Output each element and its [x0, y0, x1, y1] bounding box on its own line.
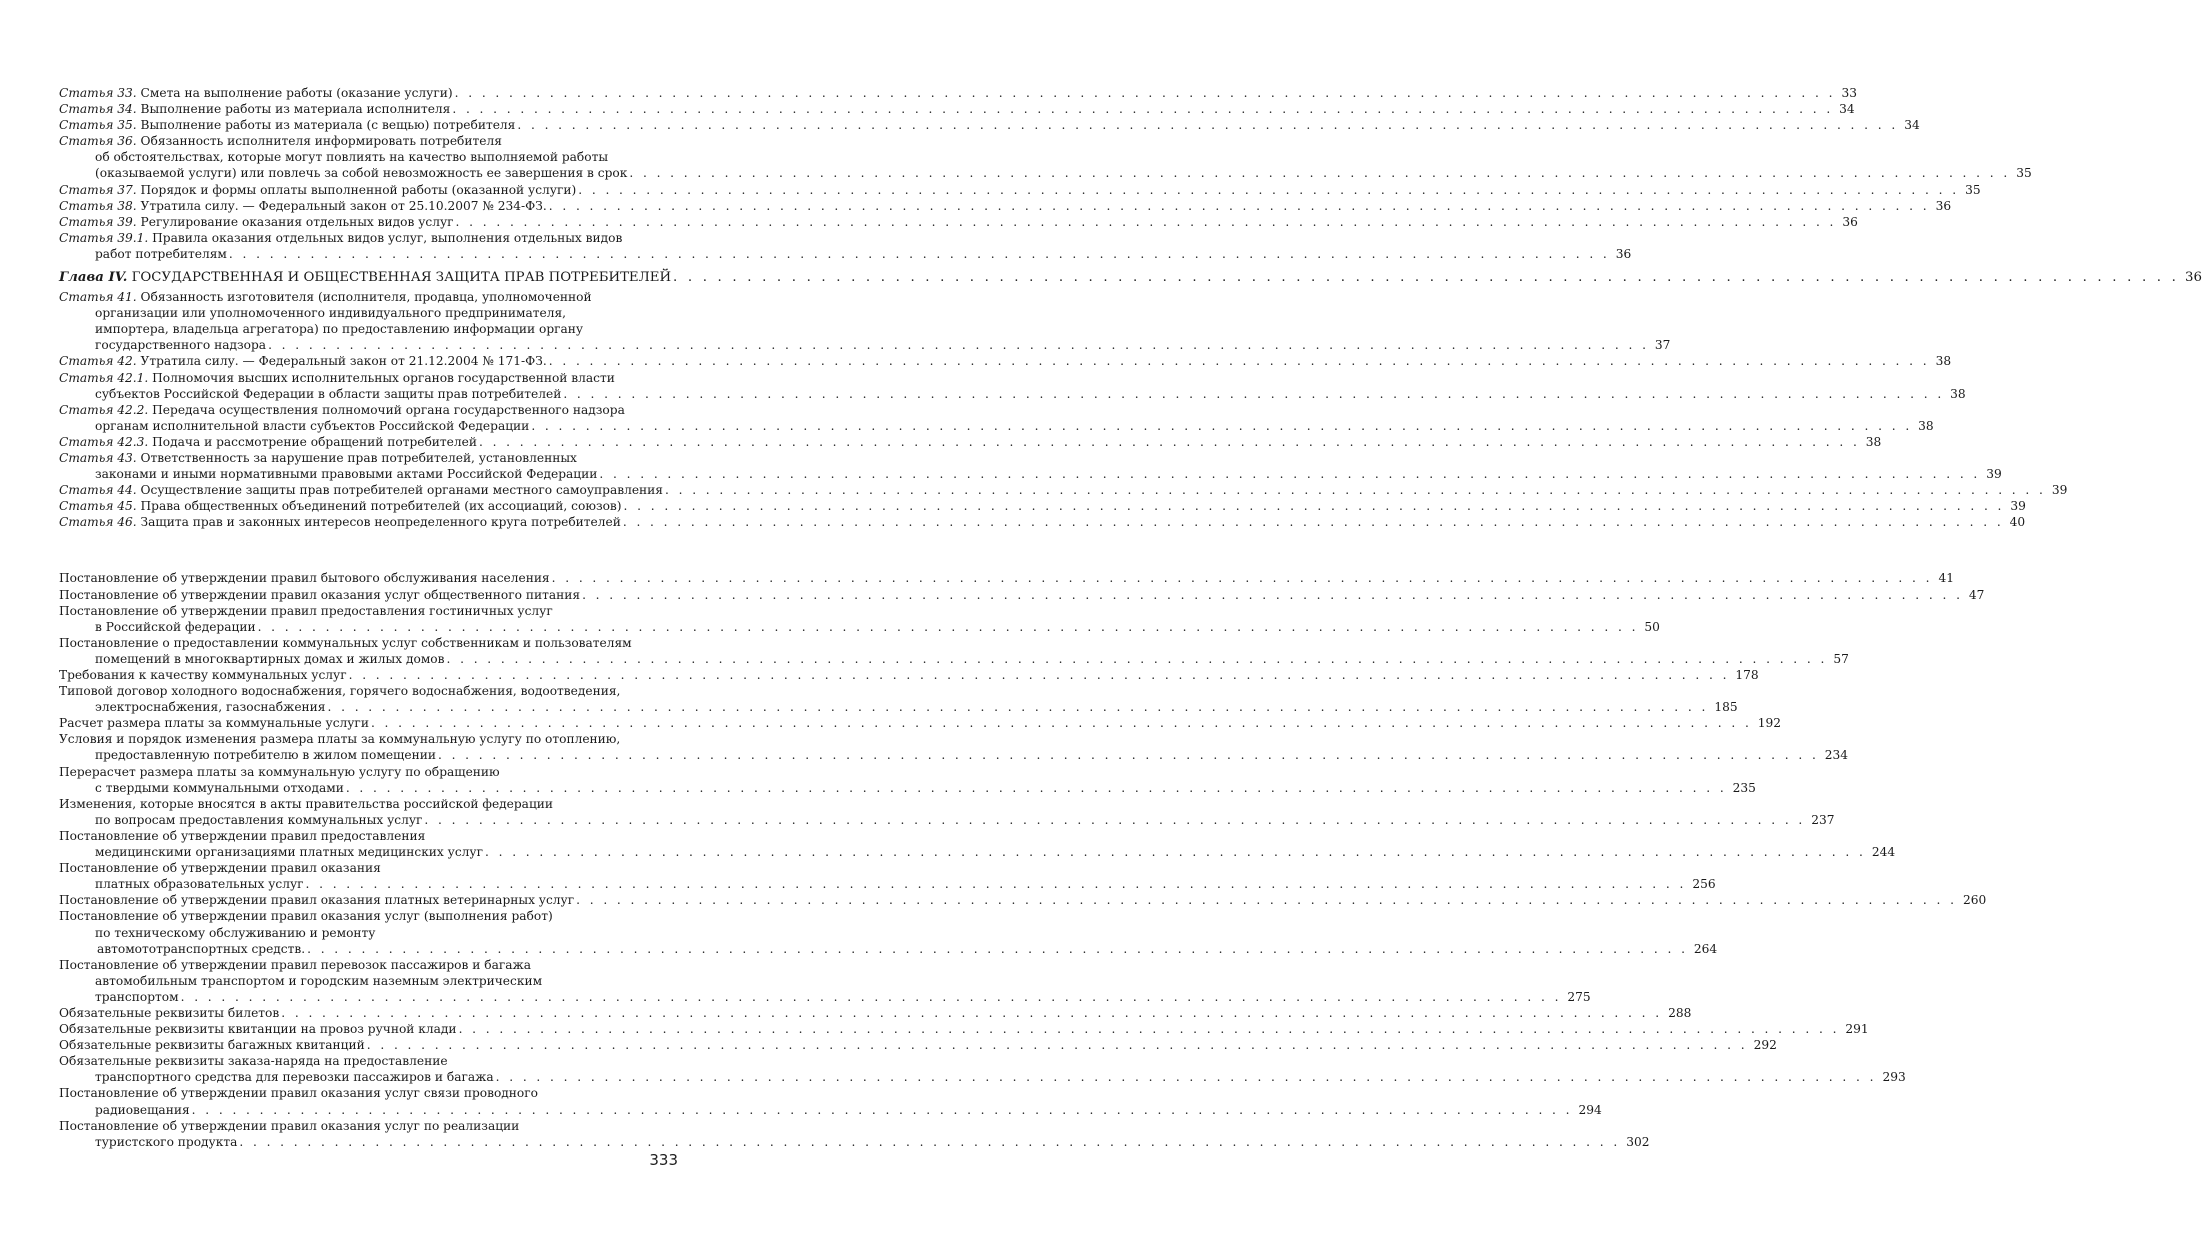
toc-entry-title: Перерасчет размера платы за коммунальную услугу по обращению: [59, 764, 500, 779]
toc-entry-title: Постановление об утверждении правил оказания: [59, 861, 381, 876]
toc-entry-title: помещений в многоквартирных домах и жилых домов: [95, 651, 445, 666]
toc-entry-title: Условия и порядок изменения размера платы за коммунальную услугу по отоплению,: [59, 732, 621, 747]
dot-leader: [371, 715, 1752, 731]
toc-entry-label: Статья 37.: [59, 182, 137, 197]
toc-entry-title: Изменения, которые вносятся в акты правительства российской федерации: [59, 796, 554, 811]
toc-entry-label: Статья 34.: [59, 102, 137, 117]
toc-entry[interactable]: [59, 117, 1920, 133]
toc-entry[interactable]: [59, 498, 2026, 514]
toc-entry-title: организации или уполномоченного индивидуального предпринимателя,: [95, 306, 567, 321]
toc-chapter-4[interactable]: [59, 267, 2202, 289]
toc-entry-title: с твердыми коммунальными отходами: [95, 780, 344, 795]
dot-leader: [438, 747, 1819, 763]
dot-leader: [306, 876, 1687, 892]
toc-entry-label: Статья 42.2.: [59, 402, 149, 417]
toc-entry[interactable]: [59, 828, 1896, 860]
toc-entry-page: 192: [1757, 716, 1782, 731]
dot-leader: [599, 466, 1980, 482]
toc-entry-title: государственного надзора: [95, 338, 267, 353]
toc-entry-page: 33: [1841, 86, 1857, 100]
toc-entry-page: 38: [1950, 386, 1966, 401]
toc-entry-label: Статья 36.: [59, 134, 137, 149]
dot-leader: [239, 1134, 1620, 1150]
toc-entry[interactable]: [59, 133, 2032, 181]
toc-entry-page: 38: [1918, 418, 1934, 433]
toc-entry-title: Обязанность исполнителя информировать потребителя: [140, 134, 502, 149]
dot-leader: [447, 651, 1828, 667]
toc-entry-label: Статья 38.: [59, 198, 137, 213]
toc-entry[interactable]: [59, 667, 1759, 683]
toc-entry-label: Статья 35.: [59, 118, 137, 133]
toc-entry-page: 34: [1839, 102, 1855, 117]
dot-leader: [459, 1021, 1840, 1037]
dot-leader: [549, 198, 1930, 214]
toc-entry[interactable]: [59, 635, 1849, 667]
toc-entry[interactable]: [59, 683, 1738, 715]
toc-entry-title: Обязательные реквизиты квитанции на провоз ручной клади: [59, 1022, 457, 1037]
toc-entry-title: автомототранспортных средств.: [97, 941, 306, 956]
chapter-label: Глава IV.: [59, 270, 128, 286]
dot-leader: [258, 619, 1639, 635]
toc-entry-page: 288: [1668, 1005, 1692, 1020]
toc-entry-title: Ответственность за нарушение прав потребителей, установленных: [140, 450, 577, 465]
toc-section-chapter-4-articles: [59, 289, 2068, 530]
dot-leader: [665, 482, 2046, 498]
toc-entry-title: медицинскими организациями платных медицинских услуг: [95, 845, 483, 860]
toc-entry-label: Статья 42.: [59, 354, 137, 369]
toc-entry-title: электроснабжения, газоснабжения: [95, 700, 326, 715]
dot-leader: [349, 667, 1730, 683]
toc-entry-title: предоставленную потребителю в жилом помещении: [95, 748, 436, 763]
toc-entry-label: Статья 44.: [59, 483, 137, 498]
toc-entry-page: 178: [1735, 668, 1759, 682]
toc-entry-page: 36: [1842, 214, 1858, 229]
toc-entry-title: Подача и рассмотрение обращений потребителей: [152, 434, 477, 449]
toc-entry-title: Постановление об утверждении правил предоставления: [59, 828, 426, 843]
toc-entry-title: Постановление об утверждении правил оказания услуг (выполнения работ): [59, 909, 553, 924]
toc-entry[interactable]: [59, 1118, 1650, 1150]
toc-entry[interactable]: [59, 450, 2002, 482]
toc-entry[interactable]: [59, 101, 1855, 117]
toc-entry-page: 293: [1882, 1070, 1906, 1085]
toc-section-resolutions: [59, 570, 1987, 1149]
toc-entry[interactable]: [59, 603, 1660, 635]
dot-leader: [181, 989, 1562, 1005]
toc-entry-title: Защита прав и законных интересов неопределенного круга потребителей: [140, 515, 621, 530]
toc-entry[interactable]: [59, 1005, 1692, 1021]
toc-entry-title: Постановление об утверждении правил оказания услуг общественного питания: [59, 587, 581, 602]
toc-entry-page: 244: [1871, 845, 1896, 860]
toc-entry-page: 235: [1732, 780, 1756, 795]
toc-entry-title: об обстоятельствах, которые могут повлиять на качество выполняемой работы: [95, 150, 609, 165]
toc-entry-page: 260: [1962, 893, 1987, 908]
toc-entry-page: 292: [1753, 1038, 1777, 1053]
dot-leader: [624, 498, 2005, 514]
toc-entry-title: Правила оказания отдельных видов услуг, выполнения отдельных видов: [152, 230, 623, 245]
dot-leader: [192, 1102, 1573, 1118]
dot-leader: [549, 353, 1930, 369]
toc-entry-title: Постановление об утверждении правил перевозок пассажиров и багажа: [59, 957, 531, 972]
toc-entry-title: по вопросам предоставления коммунальных услуг: [95, 812, 423, 827]
page-number: 333: [649, 1151, 678, 1169]
toc-entry-title: (оказываемой услуги) или повлечь за собой невозможность ее завершения в срок: [95, 166, 628, 181]
toc-entry-page: 39: [2010, 499, 2026, 514]
toc-entry-title: Выполнение работы из материала (с вещью) потребителя: [140, 118, 516, 133]
dot-leader: [455, 85, 1836, 101]
toc-entry-page: 36: [1615, 246, 1632, 261]
toc-entry-page: 40: [2009, 515, 2026, 530]
toc-entry-title: Обязанность изготовителя (исполнителя, продавца, уполномоченной: [140, 290, 592, 305]
toc-entry-title: в Российской федерации: [95, 619, 256, 634]
toc-entry-page: 47: [1968, 587, 1985, 602]
toc-entry-page: 185: [1714, 700, 1738, 715]
toc-entry[interactable]: [59, 85, 1857, 101]
toc-entry-title: туристского продукта: [95, 1134, 238, 1149]
toc-entry[interactable]: [59, 402, 1934, 434]
dot-leader: [623, 514, 2004, 530]
section-gap: [59, 530, 678, 570]
toc-entry-page: 275: [1567, 989, 1591, 1004]
toc-entry[interactable]: [59, 1021, 1869, 1037]
toc-entry-page: 35: [1965, 182, 1981, 197]
toc-entry-page: 291: [1845, 1022, 1869, 1037]
dot-leader: [582, 587, 1963, 603]
toc-entry-label: Статья 39.1.: [59, 230, 149, 245]
toc-entry[interactable]: [59, 370, 1966, 402]
dot-leader: [496, 1069, 1877, 1085]
toc-entry-page: 294: [1578, 1102, 1602, 1117]
toc-entry[interactable]: [59, 214, 1858, 230]
toc-entry-title: радиовещания: [95, 1102, 190, 1117]
toc-entry-title: Выполнение работы из материала исполнителя: [140, 102, 451, 117]
toc-entry[interactable]: [59, 434, 1882, 450]
toc-entry-page: 36: [1935, 198, 1952, 213]
toc-entry[interactable]: [59, 587, 1985, 603]
toc-entry-title: законами и иными нормативными правовыми актами Российской Федерации: [95, 467, 598, 482]
dot-leader: [456, 214, 1837, 230]
toc-entry-title: субъектов Российской Федерации в области защиты прав потребителей: [95, 386, 562, 401]
toc-entry[interactable]: [59, 182, 1981, 198]
dot-leader: [673, 267, 2179, 289]
toc-entry-title: транспортного средства для перевозки пассажиров и багажа: [95, 1070, 494, 1085]
toc-entry-title: Постановление об утверждении правил оказания услуг по реализации: [59, 1118, 520, 1133]
toc-entry-title: Требования к качеству коммунальных услуг: [59, 668, 347, 682]
toc-entry-label: Статья 45.: [59, 499, 137, 514]
toc-entry-title: Обязательные реквизиты билетов: [59, 1005, 280, 1020]
toc-entry-title: транспортом: [95, 989, 179, 1004]
toc-entry[interactable]: [59, 957, 1591, 1005]
toc-entry-page: 234: [1824, 748, 1849, 763]
toc-entry[interactable]: [59, 570, 1954, 586]
toc-entry[interactable]: [59, 908, 1718, 956]
toc-entry-title: импортера, владельца агрегатора) по предоставлению информации органу: [95, 322, 584, 337]
toc-entry-label: Статья 33.: [59, 86, 137, 100]
toc-entry-title: Полномочия высших исполнительных органов государственной власти: [152, 370, 615, 385]
dot-leader: [281, 1005, 1662, 1021]
toc-entry-title: Утратила силу. — Федеральный закон от 21.12.2004 № 171-ФЗ.: [140, 354, 547, 369]
dot-leader: [328, 699, 1709, 715]
toc-entry-page: 34: [1904, 118, 1920, 133]
toc-entry-page: 41: [1938, 571, 1954, 586]
toc-entry[interactable]: [59, 731, 1849, 763]
toc-entry-title: Передача осуществления полномочий органа государственного надзора: [152, 402, 625, 417]
dot-leader: [576, 892, 1957, 908]
toc-section-articles-33-39: [59, 85, 2032, 262]
dot-leader: [229, 246, 1610, 262]
toc-entry-label: Статья 42.1.: [59, 370, 149, 385]
dot-leader: [578, 182, 1959, 198]
dot-leader: [629, 165, 2010, 181]
toc-entry[interactable]: [59, 198, 1952, 214]
toc-entry-title: Регулирование оказания отдельных видов услуг: [140, 214, 454, 229]
toc-entry-label: Статья 39.: [59, 214, 137, 229]
toc-entry-title: Права общественных объединений потребителей (их ассоциаций, союзов): [140, 499, 622, 514]
toc-entry-title: Постановление об утверждении правил бытового обслуживания населения: [59, 571, 550, 586]
toc-entry[interactable]: [59, 1037, 1777, 1053]
toc-entry[interactable]: [59, 1053, 1906, 1085]
toc-entry-title: Утратила силу. — Федеральный закон от 25.10.2007 № 234-ФЗ.: [140, 198, 547, 213]
toc-entry-page: 237: [1811, 812, 1835, 827]
dot-leader: [452, 101, 1833, 117]
dot-leader: [346, 780, 1727, 796]
toc-entry-title: платных образовательных услуг: [95, 877, 304, 892]
toc-entry-page: 50: [1644, 619, 1660, 634]
toc-entry[interactable]: [59, 353, 1952, 369]
dot-leader: [268, 337, 1649, 353]
toc-entry-title: работ потребителям: [95, 246, 227, 261]
toc-entry-page: 302: [1626, 1134, 1650, 1149]
toc-entry[interactable]: [59, 715, 1782, 731]
toc-entry-page: 35: [2016, 166, 2032, 181]
toc-entry[interactable]: [59, 1085, 1602, 1117]
toc-entry-title: Постановление об утверждении правил оказания услуг связи проводного: [59, 1086, 538, 1101]
dot-leader: [307, 941, 1688, 957]
toc-entry-label: Статья 42.3.: [59, 434, 149, 449]
toc-entry[interactable]: [59, 230, 1632, 262]
toc-entry-title: Обязательные реквизиты заказа-наряда на предоставление: [59, 1054, 448, 1069]
toc-entry-page: 37: [1654, 338, 1671, 353]
toc-entry[interactable]: [59, 289, 1671, 353]
toc-entry[interactable]: [59, 860, 1716, 892]
chapter-title: ГОСУДАРСТВЕННАЯ И ОБЩЕСТВЕННАЯ ЗАЩИТА ПРАВ ПОТРЕБИТЕЛЕЙ: [131, 270, 672, 286]
toc-entry-label: Статья 43.: [59, 450, 137, 465]
toc-entry[interactable]: [59, 514, 2026, 530]
dot-leader: [552, 570, 1933, 586]
dot-leader: [563, 386, 1944, 402]
toc-entry-title: органам исполнительной власти субъектов Российской Федерации: [95, 418, 530, 433]
chapter-page: 36: [2185, 270, 2202, 286]
toc-entry-page: 39: [1986, 467, 2002, 482]
toc-entry-title: Типовой договор холодного водоснабжения, горячего водоснабжения, водоотведения,: [59, 684, 621, 699]
toc-entry-title: Расчет размера платы за коммунальные услуги: [59, 716, 369, 731]
dot-leader: [485, 844, 1866, 860]
toc-entry[interactable]: [59, 482, 2068, 498]
toc-entry-title: автомобильным транспортом и городским наземным электрическим: [95, 973, 543, 988]
toc-entry-title: Осуществление защиты прав потребителей органами местного самоуправления: [140, 483, 663, 498]
dot-leader: [517, 117, 1898, 133]
dot-leader: [479, 434, 1860, 450]
toc-entry-page: 264: [1693, 941, 1718, 956]
toc-entry-title: по техническому обслуживанию и ремонту: [95, 925, 376, 940]
toc-entry-title: Смета на выполнение работы (оказание услуги): [140, 86, 453, 100]
toc-entry-label: Статья 41.: [59, 290, 137, 305]
toc-entry[interactable]: [59, 892, 1987, 908]
toc-entry[interactable]: [59, 796, 1835, 828]
toc-entry-label: Статья 46.: [59, 515, 137, 530]
toc-entry-title: Порядок и формы оплаты выполненной работы (оказанной услуги): [140, 182, 577, 197]
toc-entry-title: Постановление о предоставлении коммунальных услуг собственникам и пользователям: [59, 635, 632, 650]
toc-entry-page: 39: [2051, 483, 2068, 498]
dot-leader: [424, 812, 1805, 828]
toc-entry-page: 38: [1935, 354, 1952, 369]
toc-entry[interactable]: [59, 764, 1756, 796]
dot-leader: [367, 1037, 1748, 1053]
toc-entry-page: 38: [1865, 434, 1882, 449]
toc-entry-title: Постановление об утверждении правил предоставления гостиничных услуг: [59, 603, 553, 618]
toc-entry-page: 57: [1833, 651, 1849, 666]
dot-leader: [531, 418, 1912, 434]
toc-entry-title: Постановление об утверждении правил оказания платных ветеринарных услуг: [59, 893, 575, 908]
toc-entry-page: 256: [1692, 877, 1716, 892]
table-of-contents: [59, 85, 2202, 1150]
toc-entry-title: Обязательные реквизиты багажных квитанций: [59, 1038, 365, 1053]
